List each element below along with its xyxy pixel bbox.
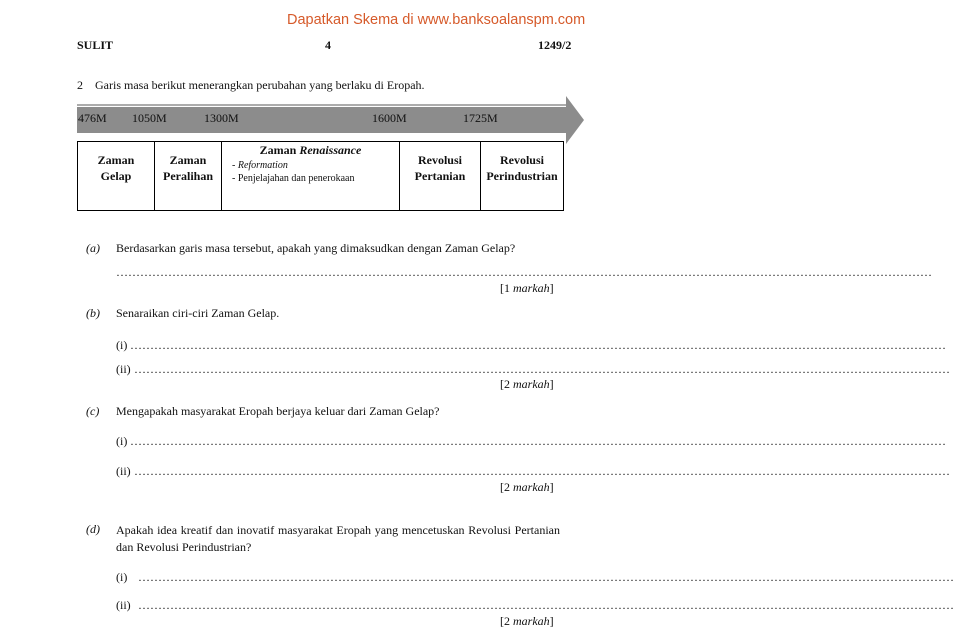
- part-c-sub-i: (i): [116, 434, 128, 448]
- year-476: 476M: [78, 111, 107, 125]
- period-revolusi-pertanian: Revolusi Pertanian: [400, 142, 481, 211]
- part-d-sub-ii: (ii): [116, 598, 131, 612]
- part-b-question: Senaraikan ciri-ciri Zaman Gelap.: [116, 306, 280, 320]
- part-a-question: Berdasarkan garis masa tersebut, apakah yang dimaksudkan dengan Zaman Gelap?: [116, 241, 516, 255]
- part-c-sub-ii: (ii): [116, 464, 131, 478]
- periods-table: [77, 141, 564, 211]
- question-number: 2: [77, 78, 83, 92]
- year-1050: 1050M: [132, 111, 167, 125]
- part-c-label: (c): [86, 404, 100, 418]
- part-b-sub-ii: (ii): [116, 362, 131, 376]
- year-1600: 1600M: [372, 111, 407, 125]
- part-b-answer-line-ii[interactable]: ……………………………………………………………………………………………………………………………………………………………………………………: [134, 362, 950, 376]
- part-d-label: (d): [86, 522, 100, 536]
- part-d-sub-i: (i): [116, 570, 128, 584]
- period-zaman-gelap: Zaman Gelap: [78, 142, 155, 211]
- part-d-marks: [2 markah]: [500, 614, 554, 628]
- part-b-sub-i: (i): [116, 338, 128, 352]
- part-d-answer-line-ii[interactable]: ……………………………………………………………………………………………………………………………………………………………………………………: [138, 598, 954, 612]
- header-page-number: 4: [325, 38, 331, 52]
- year-1300: 1300M: [204, 111, 239, 125]
- part-b-answer-line-i[interactable]: ……………………………………………………………………………………………………………………………………………………………………………………: [130, 338, 946, 352]
- renaissance-item-reformation: - Reformation: [232, 160, 288, 171]
- part-b-label: (b): [86, 306, 100, 320]
- part-a-marks: [1 markah]: [500, 281, 554, 295]
- header-sulit: SULIT: [77, 38, 114, 52]
- period-zaman-peralihan: Zaman Peralihan: [155, 142, 222, 211]
- period-revolusi-perindustrian: Revolusi Perindustrian: [481, 142, 564, 211]
- part-a-label: (a): [86, 241, 100, 255]
- part-d-answer-line-i[interactable]: ……………………………………………………………………………………………………………………………………………………………………………………: [138, 570, 954, 584]
- part-c-marks: [2 markah]: [500, 480, 554, 494]
- year-1725: 1725M: [463, 111, 498, 125]
- part-c-answer-line-i[interactable]: ……………………………………………………………………………………………………………………………………………………………………………………: [130, 434, 946, 448]
- header-paper-code: 1249/2: [538, 38, 572, 52]
- part-d-question: Apakah idea kreatif dan inovatif masyarakat Eropah yang mencetuskan Revolusi Pertanian dan Revolusi Perindustrian?: [116, 523, 560, 554]
- part-c-question: Mengapakah masyarakat Eropah berjaya keluar dari Zaman Gelap?: [116, 404, 440, 418]
- period-zaman-renaissance: Zaman Renaissance - Reformation - Penjelajahan dan penerokaan: [222, 142, 400, 211]
- part-a-answer-line[interactable]: ……………………………………………………………………………………………………………………………………………………………………………………: [116, 265, 932, 279]
- question-stem: Garis masa berikut menerangkan perubahan yang berlaku di Eropah.: [95, 78, 425, 92]
- renaissance-item-penjelajahan: - Penjelajahan dan penerokaan: [232, 173, 355, 184]
- part-c-answer-line-ii[interactable]: ……………………………………………………………………………………………………………………………………………………………………………………: [134, 464, 950, 478]
- part-b-marks: [2 markah]: [500, 377, 554, 391]
- watermark-link[interactable]: Dapatkan Skema di www.banksoalanspm.com: [287, 12, 586, 28]
